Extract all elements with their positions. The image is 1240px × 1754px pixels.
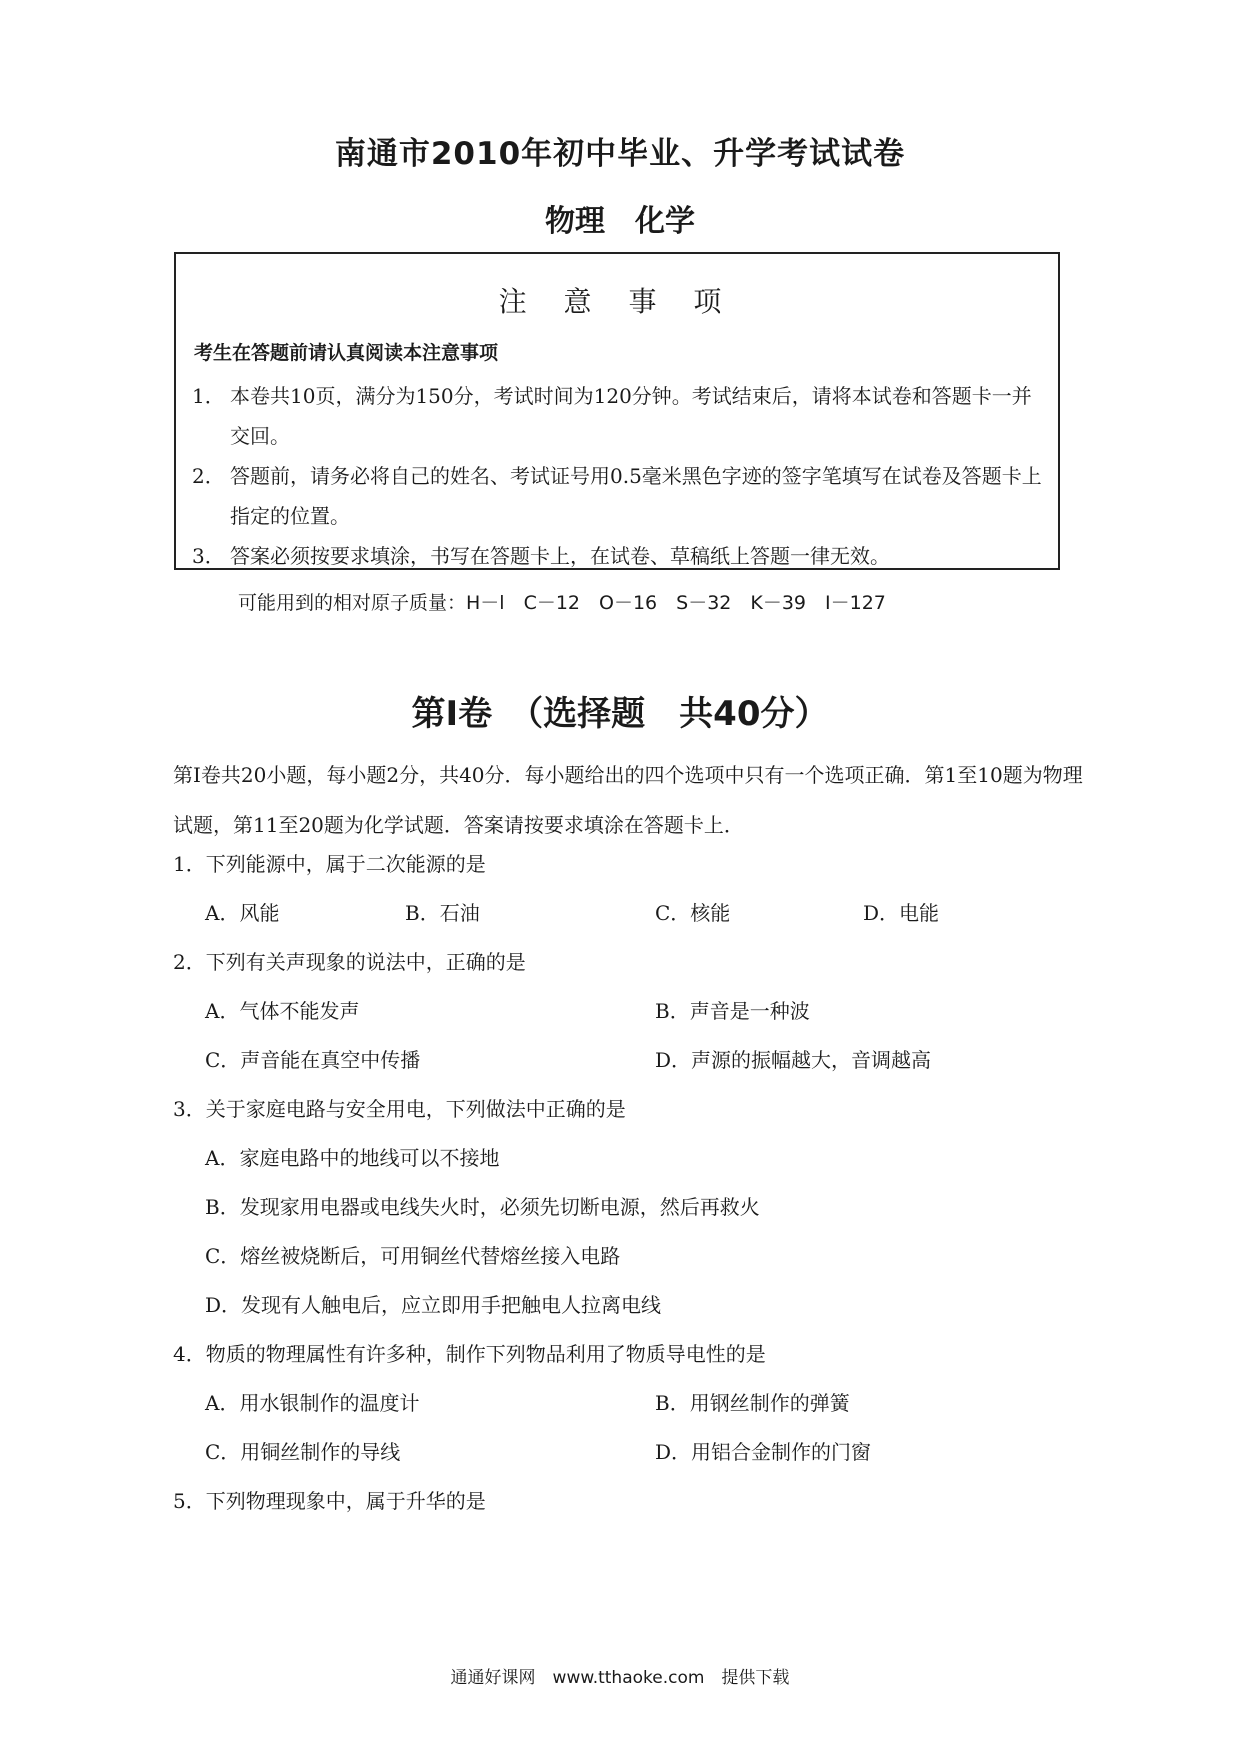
option-d: D．电能 (863, 901, 940, 925)
option-b: B．发现家用电器或电线失火时，必须先切断电源，然后再救火 (205, 1195, 760, 1219)
option-d: D．声源的振幅越大，音调越高 (655, 1048, 932, 1072)
notice-item-number: 3． (192, 544, 225, 568)
section-title: 第Ⅰ卷 （选择题 共40分） (411, 694, 829, 734)
notice-list (192, 376, 1042, 576)
option-c: C．用铜丝制作的导线 (205, 1440, 401, 1464)
question-stem: 2．下列有关声现象的说法中，正确的是 (173, 950, 526, 974)
notice-item (192, 456, 1042, 536)
option-a: A．用水银制作的温度计 (205, 1391, 420, 1415)
question-stem: 5．下列物理现象中，属于升华的是 (173, 1489, 486, 1513)
page-subtitle: 物理 化学 (545, 204, 695, 239)
option-row (173, 1428, 1073, 1477)
page-title: 南通市2010年初中毕业、升学考试试卷 (334, 136, 906, 172)
option-b: B．声音是一种波 (655, 999, 810, 1023)
option-b: B．用钢丝制作的弹簧 (655, 1391, 850, 1415)
option-c: C．声音能在真空中传播 (205, 1048, 421, 1072)
option-c: C．核能 (655, 901, 731, 925)
atomic-masses: 可能用到的相对原子质量：H－l C－12 O－16 S－32 K－39 I－127 (238, 592, 886, 614)
notice-item-text: 答题前，请务必将自己的姓名、考试证号用0.5毫米黑色字迹的签字笔填写在试卷及答题卡上指定的位置。 (230, 464, 1042, 528)
option-row (173, 987, 1073, 1036)
option-row (173, 1379, 1073, 1428)
notice-intro: 考生在答题前请认真阅读本注意事项 (194, 342, 499, 364)
notice-item-text: 答案必须按要求填涂，书写在答题卡上，在试卷、草稿纸上答题一律无效。 (230, 544, 890, 568)
option-a: A．家庭电路中的地线可以不接地 (205, 1146, 500, 1170)
notice-item-number: 1． (192, 384, 225, 408)
notice-item (192, 376, 1042, 456)
notice-item-text: 本卷共10页，满分为150分，考试时间为120分钟。考试结束后，请将本试卷和答题卡一并交回。 (230, 384, 1032, 448)
question-stem: 4．物质的物理属性有许多种，制作下列物品利用了物质导电性的是 (173, 1342, 766, 1366)
option-d: D．发现有人触电后，应立即用手把触电人拉离电线 (205, 1293, 662, 1317)
option-b: B．石油 (405, 901, 480, 925)
option-a: A．气体不能发声 (205, 999, 360, 1023)
question-list (173, 840, 1073, 1526)
option-row (173, 1036, 1073, 1085)
option-a: A．风能 (205, 901, 280, 925)
question-stem: 1．下列能源中，属于二次能源的是 (173, 852, 486, 876)
option-d: D．用铝合金制作的门窗 (655, 1440, 872, 1464)
section-instructions: 第Ⅰ卷共20小题，每小题2分，共40分．每小题给出的四个选项中只有一个选项正确．第1至10题为物理试题，第11至20题为化学试题．答案请按要求填涂在答题卡上． (173, 763, 1083, 837)
notice-item-number: 2． (192, 464, 225, 488)
option-c: C．熔丝被烧断后，可用铜丝代替熔丝接入电路 (205, 1244, 621, 1268)
page-footer: 通通好课网 www.tthaoke.com 提供下载 (450, 1668, 790, 1688)
option-row (173, 889, 1073, 938)
question-stem: 3．关于家庭电路与安全用电，下列做法中正确的是 (173, 1097, 626, 1121)
notice-item (192, 536, 1042, 576)
notice-title: 注 意 事 项 (498, 285, 736, 318)
notice-box (174, 252, 1060, 570)
